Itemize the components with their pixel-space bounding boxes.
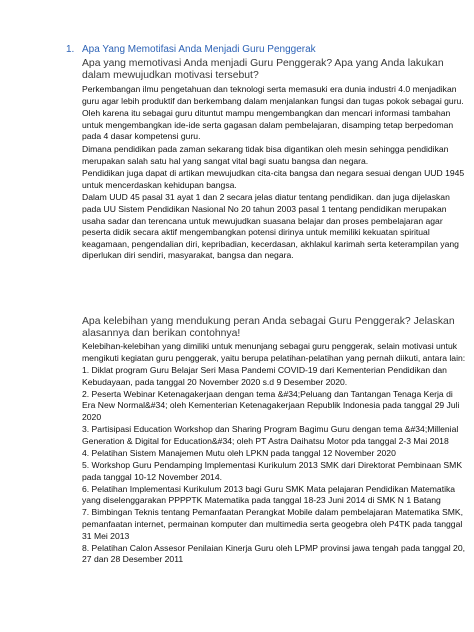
- answer-1: [82, 84, 468, 263]
- answer-2: [82, 341, 468, 566]
- answer-1-paragraph: Pendidikan juga dapat di artikan mewujudkan cita-cita bangsa dan negara sesuai dengan UUD 1945 untuk mencerdaskan kehidupan bangsa.: [82, 168, 465, 190]
- list-item: 7. Bimbingan Teknis tentang Pemanfaatan Perangkat Mobile dalam pembelajaran Matematika SMK, pemanfaatan internet, permainan komputer dan multimedia serta geogebra oleh P4TK pada tanggal 31 Mei 2013: [82, 507, 464, 541]
- answer-1-paragraph: Dalam UUD 45 pasal 31 ayat 1 dan 2 secara jelas diatur tentang pendidikan. dan juga dijelaskan pada UU Sistem Pendidikan Nasional No 20 tahun 2003 pasal 1 tentang pendidikan merupakan usaha sadar dan terencana untuk mewujudkan suasana belajar dan proses pembelajaran agar peserta didik secara aktif mengembangkan potensi dirinya untuk memiliki kekuatan spiritual keagamaan, pengendalian diri, kepribadian, kecerdasan, akhlakul karimah serta keterampilan yang diperlukan diri sendiri, masyarakat, bangsa dan negara.: [82, 192, 459, 261]
- question-2: Apa kelebihan yang mendukung peran Anda sebagai Guru Penggerak? Jelaskan alasannya dan berikan contohnya!: [82, 316, 455, 339]
- answer-1-paragraph: Dimana pendidikan pada zaman sekarang tidak bisa digantikan oleh mesin sehingga pendidikan merupakan salah satu hal yang sangat vital bagi suatu bangsa dan negara.: [82, 143, 449, 166]
- answer-2-intro: Kelebihan-kelebihan yang dimiliki untuk menunjang sebagai guru penggerak, selain motivasi untuk mengikuti kegiatan guru penggerak, yaitu berupa pelatihan-pelatihan yang pernah diikuti, antara lain:: [82, 341, 466, 363]
- heading-text: Apa Yang Memotifasi Anda Menjadi Guru Penggerak: [82, 44, 316, 55]
- list-item: 6. Pelatihan Implementasi Kurikulum 2013 bagi Guru SMK Mata pelajaran Pendidikan Matematika yang diselenggarakan PPPPTK Matematika pada tanggal 18-23 Juni 2014 di SMK N 1 Batang: [82, 483, 456, 506]
- list-item: 4. Pelatihan Sistem Manajemen Mutu oleh LPKN pada tanggal 12 November 2020: [82, 447, 396, 458]
- training-list: [82, 365, 468, 566]
- list-item: 8. Pelatihan Calon Assesor Penilaian Kinerja Guru oleh LPMP provinsi jawa tengah pada tanggal 20, 27 dan 28 Desember 2011: [82, 542, 465, 565]
- heading-number: 1.: [66, 44, 75, 55]
- list-item: 5. Workshop Guru Pendamping Implementasi Kurikulum 2013 SMK dari Direktorat Pembinaan SMK pada tanggal 10-12 November 2014.: [82, 459, 463, 482]
- list-item: 2. Peserta Webinar Ketenagakerjaan dengan tema &#34;Peluang dan Tantangan Tenaga Kerja di Era New Normal&#34; oleh Kementerian Ketenagakerjaan Republik Indonesia pada tanggal 29 Juli 2020: [82, 388, 460, 423]
- question-1: Apa yang memotivasi Anda menjadi Guru Penggerak? Apa yang Anda lakukan dalam mewujudkan motivasi tersebut?: [82, 58, 444, 81]
- list-item: 1. Diklat program Guru Belajar Seri Masa Pandemi COVID-19 dari Kementerian Pendidikan dan Kebudayaan, pada tanggal 20 November 2020 s.d 9 Desember 2020.: [82, 365, 447, 387]
- section-heading: [66, 44, 466, 55]
- list-item: 3. Partisipasi Education Workshop dan Sharing Program Bagimu Guru dengan tema &#34;Millenial Generation & Digital for Education&#34; oleh PT Astra Daihatsu Motor pda tanggal 2-3 Mai 2018: [82, 424, 459, 446]
- answer-1-paragraph: Perkembangan ilmu pengetahuan dan teknologi serta memasuki era dunia industri 4.0 menjadikan guru agar lebih produktif dan berkembang dalam menjalankan fungsi dan tugas pokok sebagai guru.: [82, 84, 464, 106]
- answer-1-paragraph: Oleh karena itu sebagai guru dituntut mampu mengembangkan dan mencari informasi tambahan untuk mengembangkan ide-ide serta gagasan dalam pembelajaran, disamping tetap berpedoman pada 4 dasar kompetensi guru.: [82, 108, 454, 142]
